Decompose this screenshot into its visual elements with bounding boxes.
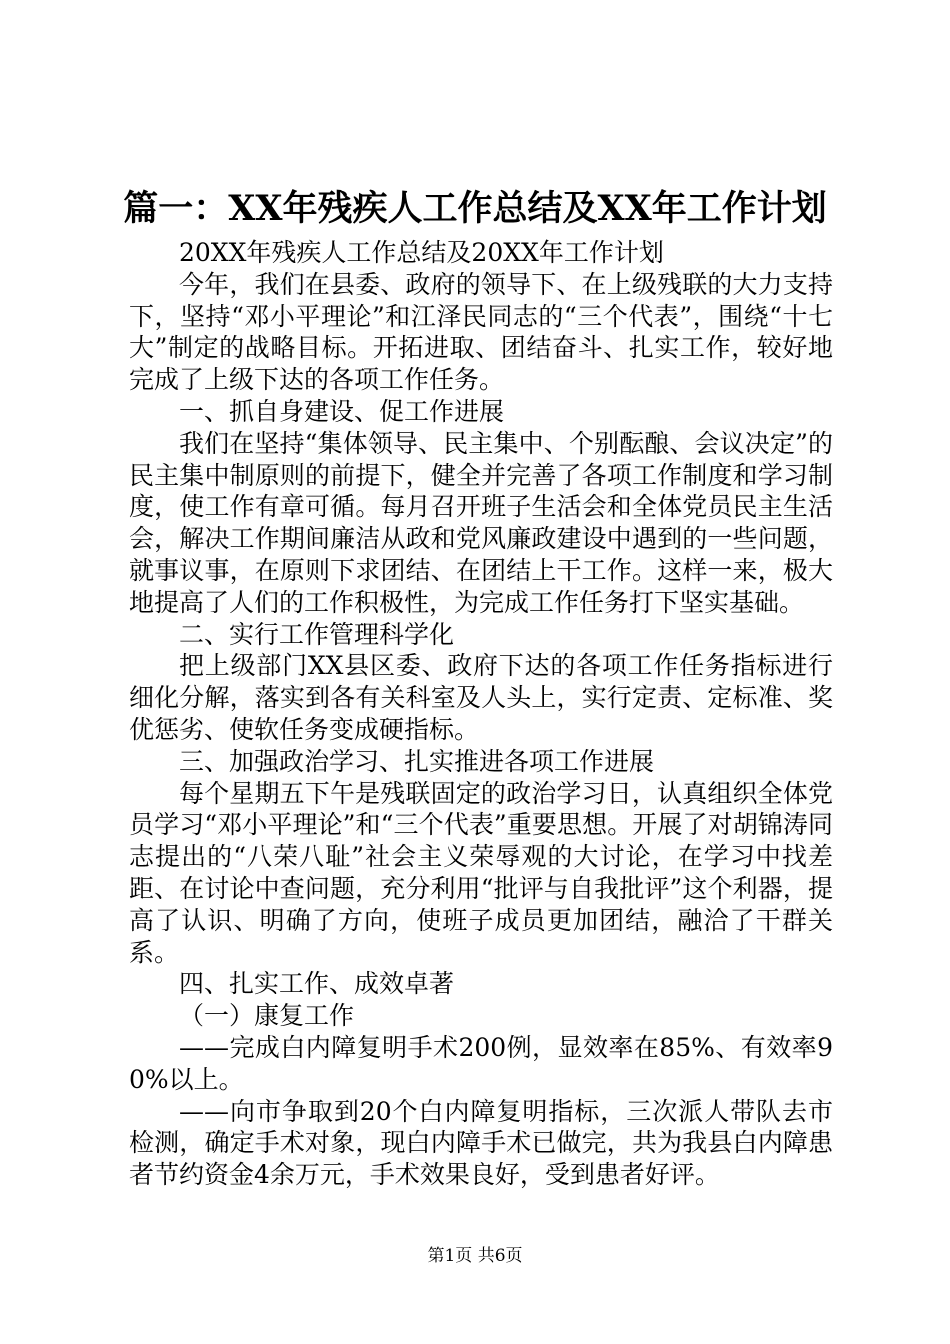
section-heading-1: 一、抓自身建设、促工作进展 xyxy=(179,396,505,426)
paragraph-rehab-1: ——完成白内障复明手术200例，显效率在85%、有效率90%以上。 xyxy=(129,1032,833,1094)
section-heading-4: 四、扎实工作、成效卓著 xyxy=(179,969,455,999)
page-footer: 第1页 共6页 xyxy=(427,1246,523,1266)
paragraph-intro: 今年，我们在县委、政府的领导下、在上级残联的大力支持下，坚持“邓小平理论”和江泽民同志的“三个代表”，围绕“十七大”制定的战略目标。开拓进取、团结奋斗、扎实工作，较好地完成了上级下达的各项工作任务。 xyxy=(129,269,833,395)
document-body xyxy=(129,237,833,1191)
subsection-heading-rehab: （一）康复工作 xyxy=(179,1001,355,1031)
paragraph-subtitle: 20XX年残疾人工作总结及20XX年工作计划 xyxy=(179,238,664,267)
section-heading-2: 二、实行工作管理科学化 xyxy=(179,619,455,649)
paragraph-rehab-2: ——向市争取到20个白内障复明指标，三次派人带队去市检测，确定手术对象，现白内障手术已做完，共为我县白内障患者节约资金4余万元，手术效果良好，受到患者好评。 xyxy=(129,1096,833,1190)
section-heading-3: 三、加强政治学习、扎实推进各项工作进展 xyxy=(179,746,655,776)
paragraph-section-2: 把上级部门XX县区委、政府下达的各项工作任务指标进行细化分解，落实到各有关科室及人头上，实行定责、定标准、奖优惩劣、使软任务变成硬指标。 xyxy=(129,651,833,744)
paragraph-section-3: 每个星期五下午是残联固定的政治学习日，认真组织全体党员学习“邓小平理论”和“三个代表”重要思想。开展了对胡锦涛同志提出的“八荣八耻”社会主义荣辱观的大讨论，在学习中找差距、在讨论中查问题，充分利用“批评与自我批评”这个利器，提高了认识、明确了方向，使班子成员更加团结，融洽了干群关系。 xyxy=(129,778,833,967)
paragraph-section-1: 我们在坚持“集体领导、民主集中、个别酝酿、会议决定”的民主集中制原则的前提下，健全并完善了各项工作制度和学习制度，使工作有章可循。每月召开班子生活会和全体党员民主生活会，解决工作期间廉洁从政和党风廉政建设中遇到的一些问题，就事议事，在原则下求团结、在团结上干工作。这样一来，极大地提高了人们的工作积极性，为完成工作任务打下坚实基础。 xyxy=(129,428,833,617)
document-title: 篇一：XX年残疾人工作总结及XX年工作计划 xyxy=(123,188,827,229)
